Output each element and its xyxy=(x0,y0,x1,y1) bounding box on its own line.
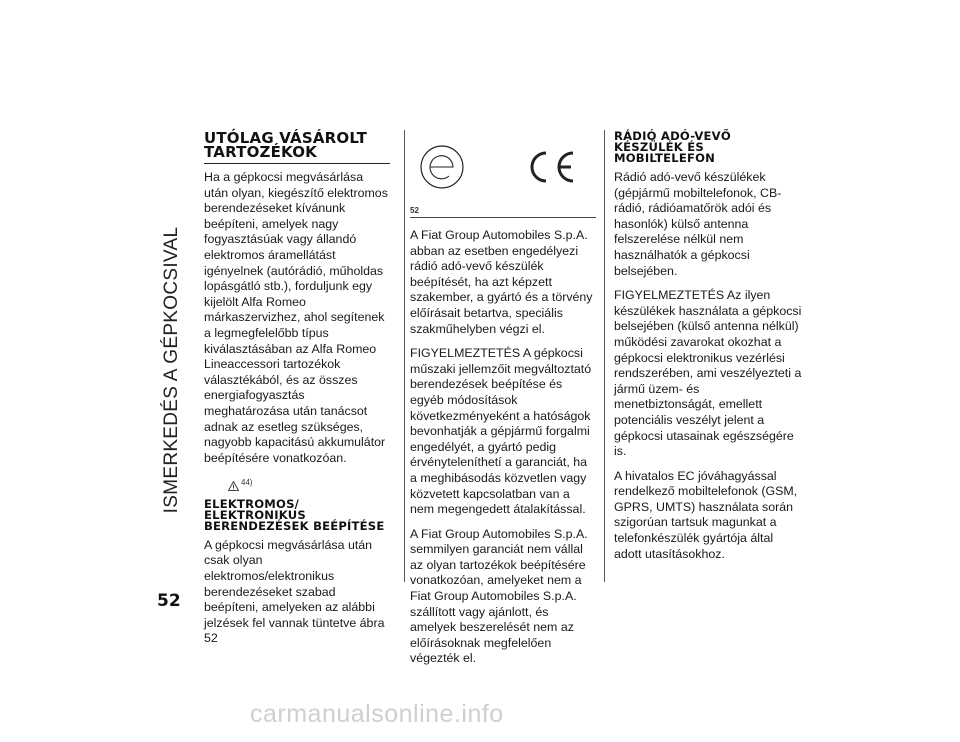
column-divider-right xyxy=(604,130,605,582)
e-mark-icon xyxy=(421,146,463,188)
paragraph-warning-modification: FIGYELMEZTETÉS A gépkocsi műszaki jellemzőit megváltoztató berendezések beépítése és egyéb módosítások következményeként a hatóságok bevonhatják a gépjármű forgalmi engedélyét, a gyártó pedig érvényteleníthetí a garanciát, ha a meghibásodás közvetlen vagy közvetett kapcsolatban van a nem megengedett átalakítással. xyxy=(410,346,592,517)
paragraph-warning-interference: FIGYELMEZTETÉS Az ilyen készülékek használata a gépkocsi belsejében (külső antenna nélkül) működési zavarokat okozhat a gépkocsi elektronikus vezérlési rendszerében, ami veszélyezteti a jármű üzem- és menetbiztonságát, emellett potenciális veszélyt jelent a gépkocsi utasainak egészségére is. xyxy=(614,288,802,459)
column-3 xyxy=(614,131,804,571)
warning-reference-number: 44) xyxy=(241,478,253,488)
ce-mark-icon xyxy=(532,153,573,181)
paragraph-radio-approval: A Fiat Group Automobiles S.p.A. abban az esetben engedélyezi rádió adó-vevő készülék beépítését, ha azt képzett szakember, a gyártó és a törvény előírásait betartva, speciális szakműhelyben végzi el. xyxy=(410,228,593,336)
paragraph-ec-approval: A hivatalos EC jóváhagyással rendelkező mobiltelefonok (GSM, GPRS, UMTS) használata során szigorúan tartsuk magunkat a telefonkészülék gyártója által adott utasításokhoz. xyxy=(614,468,798,561)
heading-radio-mobile: RÁDIÓ ADÓ-VEVŐ KÉSZÜLÉK ÉS MOBILTELEFON xyxy=(614,129,731,165)
column-divider-left xyxy=(404,130,405,582)
figure-rule xyxy=(410,217,596,218)
paragraph-accessories: Ha a gépkocsi megvásárlása után olyan, kiegészítő elektromos berendezéseket kívánunk beépíteni, amelyek nagy fogyasztásúak vagy állandó elektromos áramellátást igényelnek (autórádió, műholdas lopásgátló stb.), forduljunk egy kijelölt Alfa Romeo márkaszervizhez, ahol segítenek a legmegfelelőbb típus kiválasztásában az Alfa Romeo Lineaccessori tartozékok választékából, és az összes energiafogyasztás meghatározása után tanácsot adnak az esetleg szükséges, nagyobb kapacitású akkumulátor beépítésére vonatkozóan. xyxy=(204,170,388,465)
heading-rule xyxy=(204,163,390,164)
page-number: 52 xyxy=(157,591,181,611)
paragraph-radio-mobile: Rádió adó-vevő készülékek (gépjármű mobiltelefonok, CB-rádió, rádióamatőrök adói és hasonlók) külső antenna felszerelése nélkül nem használhatók a gépkocsi belsejében. xyxy=(614,170,782,278)
warning-triangle-icon xyxy=(228,481,239,491)
approval-marks-figure xyxy=(410,131,596,203)
paragraph-electrical-installation: A gépkocsi megvásárlása után csak olyan elektromos/elektronikus berendezéseket szabad beépíteni, amelyeken az alábbi jelzések fel vannak tüntetve ábra 52 xyxy=(204,537,385,646)
column-1 xyxy=(204,131,390,656)
figure-number: 52 xyxy=(410,206,419,215)
warning-reference xyxy=(228,475,390,491)
heading-electrical-installation: ELEKTROMOS/ ELEKTRONIKUS BERENDEZÉSEK BEÉPÍTÉSE xyxy=(204,496,385,533)
figure-marks xyxy=(410,131,596,217)
column-2 xyxy=(410,131,596,676)
watermark-url: carmanualsonline.info xyxy=(250,700,504,728)
paragraph-warranty: A Fiat Group Automobiles S.p.A. semmilyen garanciát nem vállal az olyan tartozékok beépítésére vonatkozóan, amelyeket nem a Fiat Group Automobiles S.p.A. szállított vagy ajánlott, és amelyek beszerelését nem az előírásoknak megfelelően végezték el. xyxy=(410,526,588,666)
heading-accessories: UTÓLAG VÁSÁROLT TARTOZÉKOK xyxy=(204,129,368,161)
